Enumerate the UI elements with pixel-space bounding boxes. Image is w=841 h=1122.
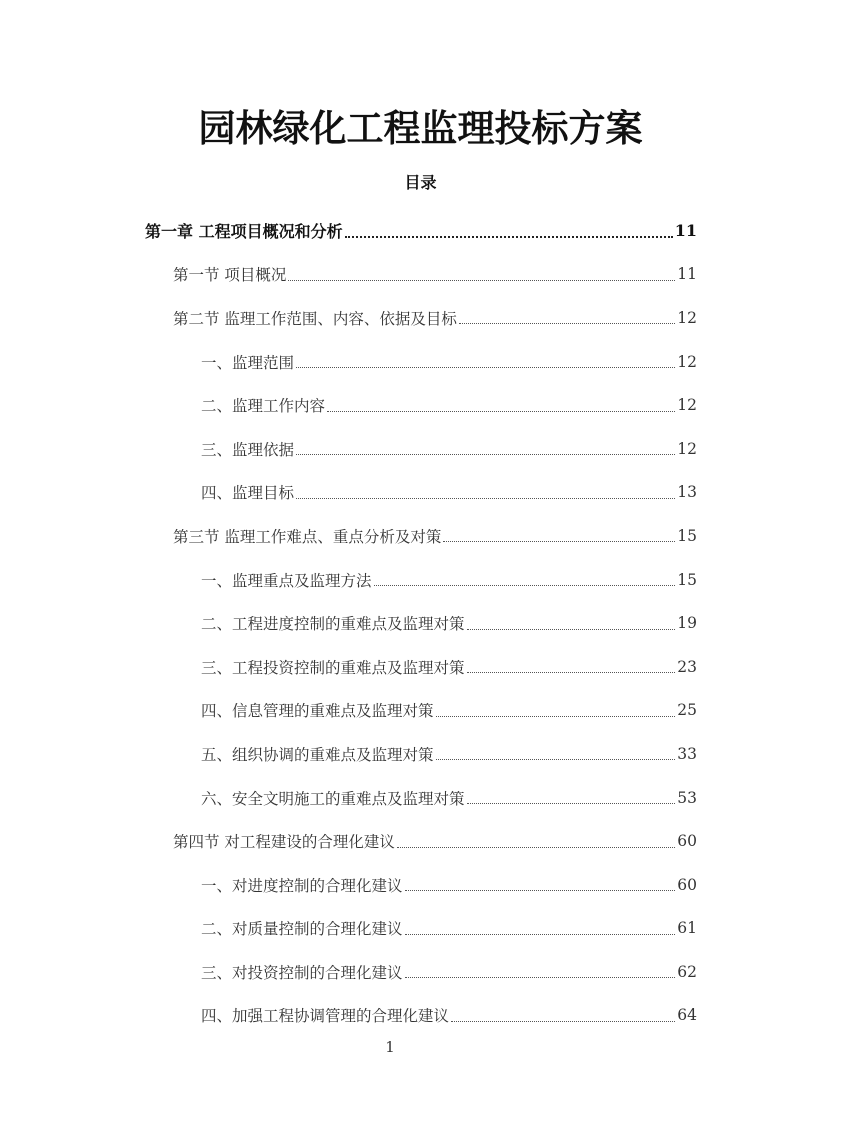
toc-entry-section-2[interactable] — [0, 296, 841, 340]
page-number: 1 — [385, 1038, 395, 1056]
toc-entry-subsection[interactable] — [0, 994, 841, 1038]
toc-entry-subsection[interactable] — [0, 558, 841, 602]
toc-entry-page: 11 — [674, 221, 697, 241]
toc-entry-page: 19 — [677, 614, 697, 633]
dot-leader — [296, 454, 675, 455]
dot-leader — [467, 629, 676, 630]
toc-entry-page: 64 — [677, 1006, 697, 1025]
toc-entry-section-4[interactable] — [0, 819, 841, 863]
toc-entry-page: 60 — [677, 832, 697, 851]
toc-entry-label: 二、监理工作内容 — [201, 397, 326, 416]
toc-entry-subsection[interactable] — [0, 340, 841, 384]
toc-entry-page: 12 — [677, 308, 697, 327]
dot-leader — [405, 890, 676, 891]
toc-entry-label: 第一章 工程项目概况和分析 — [145, 222, 343, 242]
toc-entry-label: 二、对质量控制的合理化建议 — [201, 920, 403, 939]
toc-entry-label: 六、安全文明施工的重难点及监理对策 — [201, 789, 465, 808]
toc-entry-label: 三、工程投资控制的重难点及监理对策 — [201, 658, 465, 677]
toc-entry-label: 二、工程进度控制的重难点及监理对策 — [201, 615, 465, 634]
toc-entry-label: 第一节 项目概况 — [173, 266, 287, 285]
dot-leader — [443, 541, 675, 542]
toc-entry-label: 四、加强工程协调管理的合理化建议 — [201, 1007, 450, 1026]
toc-entry-page: 12 — [677, 352, 697, 371]
dot-leader — [467, 672, 676, 673]
toc-entry-subsection[interactable] — [0, 863, 841, 907]
toc-entry-subsection[interactable] — [0, 907, 841, 951]
toc-entry-page: 61 — [677, 919, 697, 938]
toc-entry-page: 12 — [677, 439, 697, 458]
toc-entry-label: 一、监理范围 — [201, 353, 295, 372]
dot-leader — [405, 977, 676, 978]
toc-entry-subsection[interactable] — [0, 383, 841, 427]
toc-entry-page: 12 — [677, 396, 697, 415]
toc-entry-page: 60 — [677, 875, 697, 894]
dot-leader — [327, 411, 675, 412]
toc-entry-subsection[interactable] — [0, 601, 841, 645]
dot-leader — [296, 367, 675, 368]
toc-entry-label: 四、监理目标 — [201, 484, 295, 503]
toc-entry-page: 62 — [677, 962, 697, 981]
dot-leader — [345, 236, 673, 238]
dot-leader — [296, 498, 675, 499]
toc-entry-subsection[interactable] — [0, 732, 841, 776]
dot-leader — [459, 323, 675, 324]
dot-leader — [436, 759, 676, 760]
toc-entry-page: 11 — [677, 265, 697, 284]
toc-entry-label: 四、信息管理的重难点及监理对策 — [201, 702, 434, 721]
dot-leader — [451, 1021, 675, 1022]
toc-entry-page: 33 — [677, 744, 697, 763]
dot-leader — [436, 716, 676, 717]
toc-entry-page: 23 — [677, 657, 697, 676]
toc-entry-label: 五、组织协调的重难点及监理对策 — [201, 745, 434, 764]
dot-leader — [405, 934, 676, 935]
table-of-contents — [0, 209, 841, 1037]
toc-entry-subsection[interactable] — [0, 689, 841, 733]
toc-entry-label: 第二节 监理工作范围、内容、依据及目标 — [173, 309, 457, 328]
toc-entry-label: 一、监理重点及监理方法 — [201, 571, 372, 590]
document-title: 园林绿化工程监理投标方案 — [198, 106, 643, 150]
toc-entry-subsection[interactable] — [0, 950, 841, 994]
toc-entry-page: 25 — [677, 701, 697, 720]
toc-entry-label: 第三节 监理工作难点、重点分析及对策 — [173, 527, 442, 546]
toc-entry-subsection[interactable] — [0, 776, 841, 820]
dot-leader — [397, 847, 675, 848]
toc-entry-subsection[interactable] — [0, 427, 841, 471]
toc-entry-subsection[interactable] — [0, 645, 841, 689]
toc-entry-page: 13 — [677, 483, 697, 502]
dot-leader — [288, 280, 675, 281]
toc-entry-label: 第四节 对工程建设的合理化建议 — [173, 833, 395, 852]
toc-entry-section-1[interactable] — [0, 253, 841, 297]
toc-entry-section-3[interactable] — [0, 514, 841, 558]
toc-entry-subsection[interactable] — [0, 471, 841, 515]
toc-entry-page: 15 — [677, 526, 697, 545]
toc-entry-label: 三、监理依据 — [201, 440, 295, 459]
dot-leader — [467, 803, 676, 804]
toc-entry-label: 一、对进度控制的合理化建议 — [201, 876, 403, 895]
toc-entry-label: 三、对投资控制的合理化建议 — [201, 963, 403, 982]
toc-heading: 目录 — [404, 173, 437, 192]
toc-entry-chapter-1[interactable] — [0, 209, 841, 253]
toc-entry-page: 15 — [677, 570, 697, 589]
toc-entry-page: 53 — [677, 788, 697, 807]
dot-leader — [374, 585, 676, 586]
